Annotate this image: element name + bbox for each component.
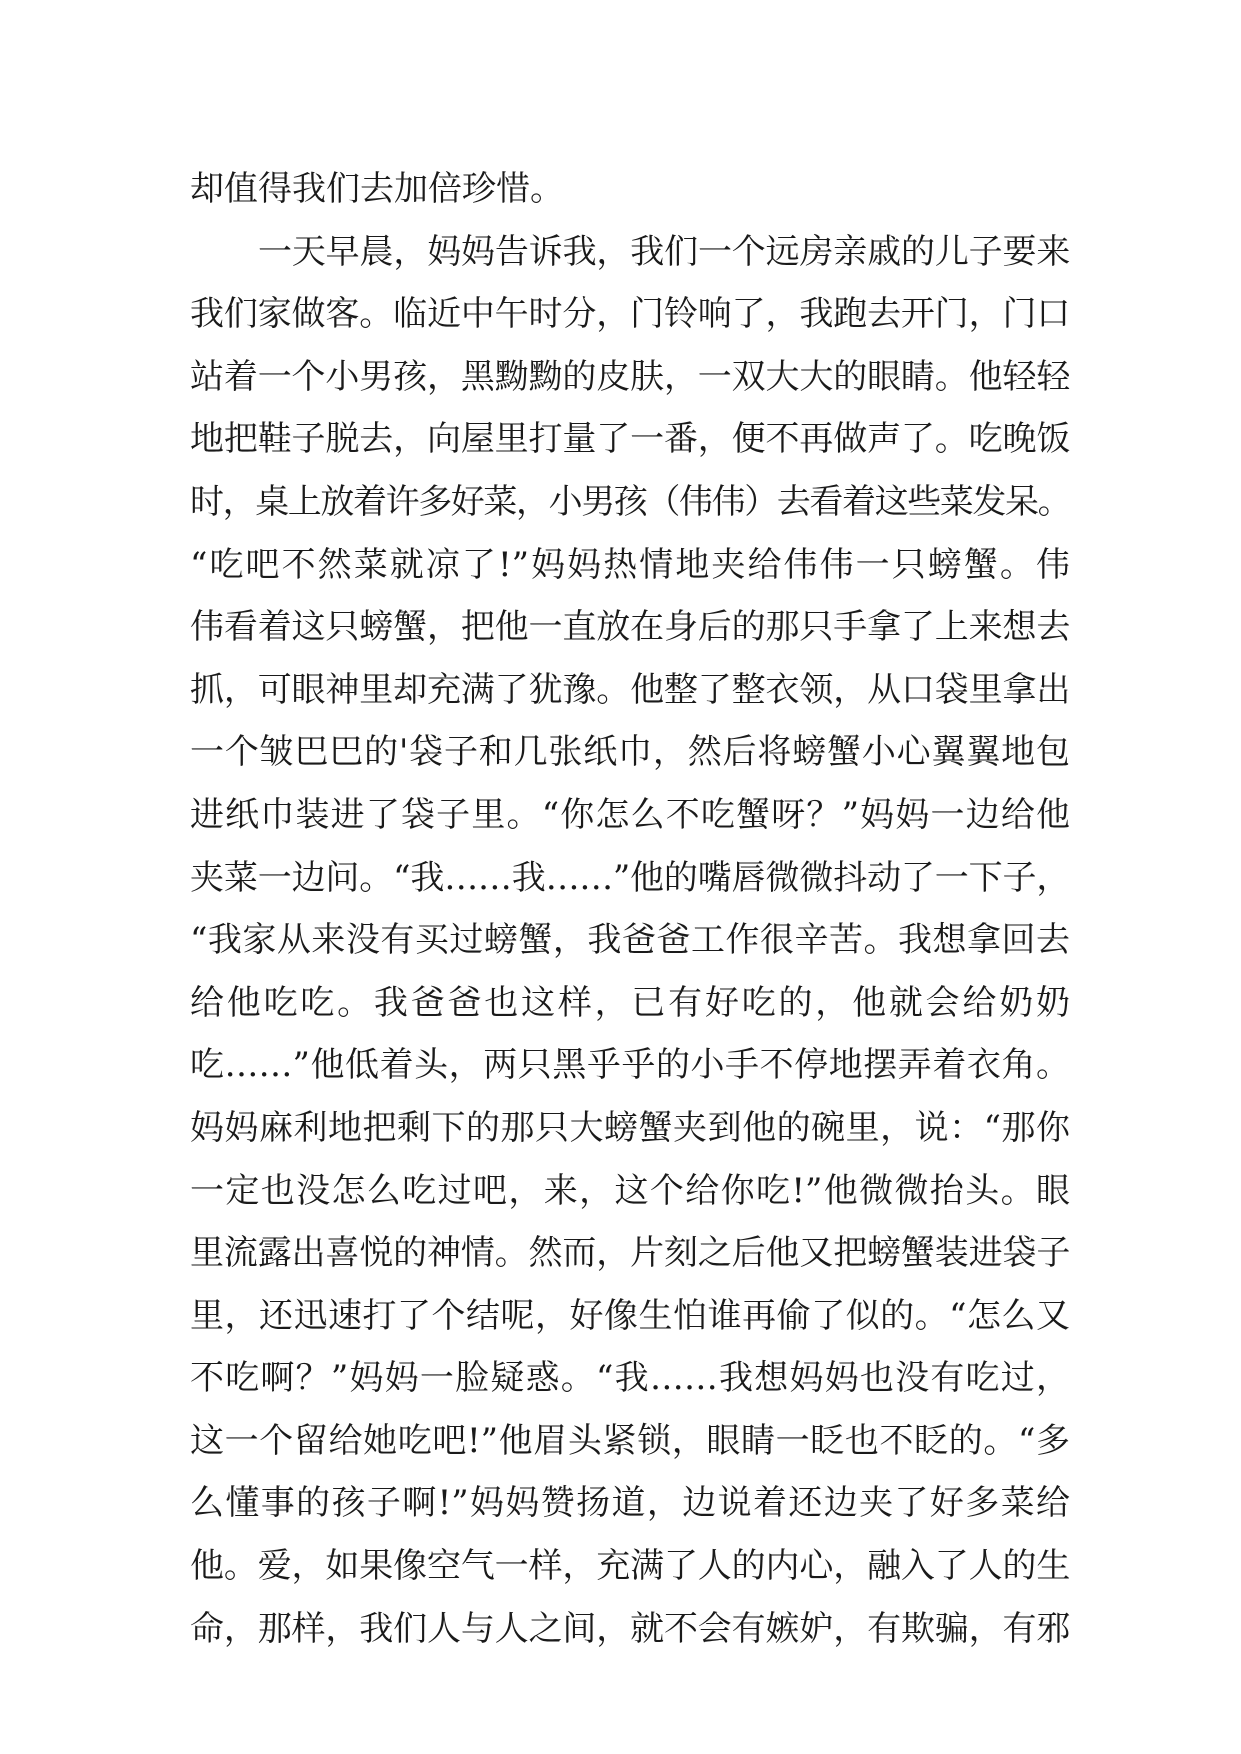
text-line: “我家从来没有买过螃蟹，我爸爸工作很辛苦。我想拿回去 [190,920,1070,961]
text-line: 时，桌上放着许多好菜，小男孩（伟伟）去看着这些菜发呆。 [190,481,1070,522]
text-line: 命，那样，我们人与人之间，就不会有嫉妒，有欺骗，有邪 [190,1608,1070,1649]
body-text [190,158,1070,1660]
text-line: 么懂事的孩子啊!”妈妈赞扬道，边说着还边夹了好多菜给 [190,1483,1070,1524]
text-line: 不吃啊？”妈妈一脸疑惑。“我……我想妈妈也没有吃过， [190,1358,1070,1399]
text-line: 给他吃吃。我爸爸也这样，已有好吃的，他就会给奶奶 [190,982,1070,1023]
text-line: 一个皱巴巴的'袋子和几张纸巾，然后将螃蟹小心翼翼地包 [190,732,1070,773]
paragraph-first-line: 一天早晨，妈妈告诉我，我们一个远房亲戚的儿子要来 [258,231,1070,272]
text-line: 我们家做客。临近中午时分，门铃响了，我跑去开门，门口 [190,294,1070,335]
text-line: 伟看着这只螃蟹，把他一直放在身后的那只手拿了上来想去 [190,607,1070,648]
text-line: 抓，可眼神里却充满了犹豫。他整了整衣领，从口袋里拿出 [190,669,1070,710]
text-line: 里，还迅速打了个结呢，好像生怕谁再偷了似的。“怎么又 [190,1295,1070,1336]
text-line: 却值得我们去加倍珍惜。 [190,169,564,209]
text-line: 站着一个小男孩，黑黝黝的皮肤，一双大大的眼睛。他轻轻 [190,356,1070,397]
text-line: 这一个留给她吃吧!”他眉头紧锁，眼睛一眨也不眨的。“多 [190,1420,1070,1461]
text-line: 一定也没怎么吃过吧，来，这个给你吃!”他微微抬头。眼 [190,1170,1070,1211]
text-line: 进纸巾装进了袋子里。“你怎么不吃蟹呀？”妈妈一边给他 [190,794,1070,835]
text-line: 夹菜一边问。“我……我……”他的嘴唇微微抖动了一下子， [190,857,1070,898]
text-line: 地把鞋子脱去，向屋里打量了一番，便不再做声了。吃晚饭 [190,419,1070,460]
text-line: 妈妈麻利地把剩下的那只大螃蟹夹到他的碗里，说：“那你 [190,1107,1070,1148]
text-line: 吃……”他低着头，两只黑乎乎的小手不停地摆弄着衣角。 [190,1045,1070,1086]
text-line: 里流露出喜悦的神情。然而，片刻之后他又把螃蟹装进袋子 [190,1233,1070,1274]
text-line: 他。爱，如果像空气一样，充满了人的内心，融入了人的生 [190,1546,1070,1587]
text-line: “吃吧不然菜就凉了!”妈妈热情地夹给伟伟一只螃蟹。伟 [190,544,1070,585]
